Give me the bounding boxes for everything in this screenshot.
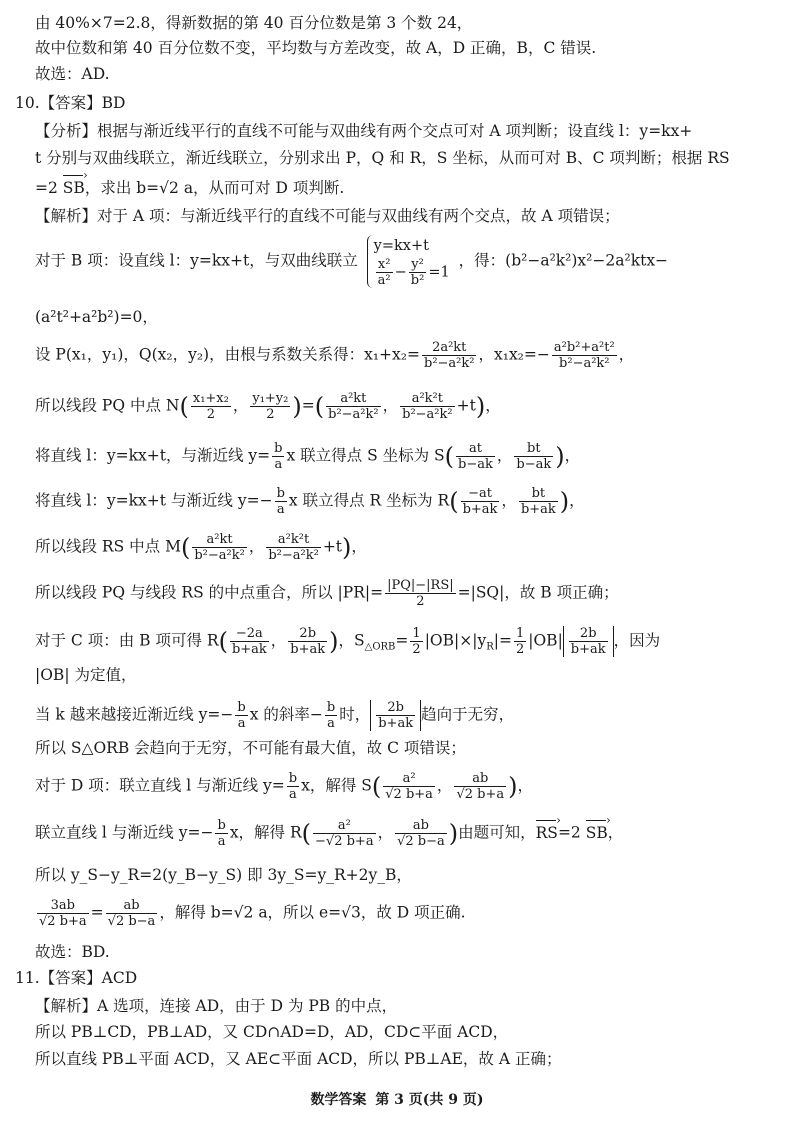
- text-line: 当 k 越来越接近渐近线 y=− $\frac{b}{a}$ x 的斜率− $\frac{b}{a}$ 时， $\frac{2b}{b+ak}$ 趋向于无穷，: [35, 700, 515, 731]
- text-line: 由 40%×7=2.8，得新数据的第 40 百分位数是第 3 个数 24，: [35, 14, 473, 32]
- page-number: 第 3 页(共 9 页): [375, 1092, 484, 1108]
- question-10-answer: 10.【答案】BD: [15, 94, 126, 112]
- text-line: (a²t²+a²b²)=0，: [35, 308, 158, 326]
- text-line: 所以线段 PQ 中点 N( $\frac{\text{x₁+x₂}}{2}$ ， $\frac{\text{y₁+y₂}}{2}$ )=( $\frac{\text{a²kt}}{\text{b²−a²k²}}$ ， $\frac{\text{a²k²t}}{\text{b²−a²k²}}$ +t)，: [35, 391, 501, 422]
- text-line: 将直线 l：y=kx+t，与渐近线 y= $\frac{b}{a}$ x 联立得点 S 坐标为 S( $\frac{at}{b-ak}$ ， $\frac{bt}{b-ak}$ )，: [35, 441, 581, 472]
- text-line: t 分别与双曲线联立，渐近线联立，分别求出 P，Q 和 R，S 坐标，从而可对 B、C 项判断；根据 RS: [35, 149, 730, 167]
- text-line: 对于 D 项：联立直线 l 与渐近线 y= $\frac{b}{a}$ x，解得 S( $\frac{\text{a²}}{√2 b+a}$ ， $\frac{ab}{√2 b+a}$ )，: [35, 771, 533, 802]
- vector-sb: SB ›: [586, 823, 608, 843]
- text-line: 所以 PB⊥CD，PB⊥AD，又 CD∩AD=D，AD，CD⊂平面 ACD，: [35, 1023, 509, 1041]
- text-line: 所以 S△ORB 会趋向于无穷，不可能有最大值，故 C 项错误；: [35, 739, 466, 757]
- text-line: 故选：BD.: [35, 943, 110, 961]
- text-line: |OB| 为定值，: [35, 666, 137, 684]
- text-line: 【分析】根据与渐近线平行的直线不可能与双曲线有两个交点可对 A 项判断；设直线 l：y=kx+: [35, 122, 693, 140]
- text-line: 联立直线 l 与渐近线 y=− $\frac{b}{a}$ x，解得 R( $\frac{\text{a²}}{-√2 b+a}$ ， $\frac{ab}{√2 b-a}$ )由题可知，RS ›=2 SB ›，: [35, 818, 623, 849]
- text-line: 所以线段 PQ 与线段 RS 的中点重合，所以 |PR|= $\frac{|PQ|-|RS|}{2}$ =|SQ|，故 B 项正确；: [35, 578, 619, 609]
- equation-system: y=kx+t $\frac{\text{x²}}{\text{a²}}$ − $\frac{\text{y²}}{\text{b²}}$ =1: [367, 235, 450, 288]
- page-footer: [0, 1089, 794, 1109]
- text-line: 【解析】对于 A 项：与渐近线平行的直线不可能与双曲线有两个交点，故 A 项错误；: [35, 207, 620, 225]
- text-line: 【解析】A 选项，连接 AD，由于 D 为 PB 的中点，: [35, 997, 398, 1015]
- question-11-answer: 11.【答案】ACD: [15, 969, 138, 987]
- text-line: $\frac{3ab}{√2 b+a}$ = $\frac{ab}{√2 b-a}$ ，解得 b=√2 a，所以 e=√3，故 D 项正确.: [39, 898, 466, 929]
- text-line: 所以 y_S−y_R=2(y_B−y_S) 即 3y_S=y_R+2y_B，: [35, 866, 412, 884]
- text-line: 对于 B 项：设直线 l：y=kx+t，与双曲线联立 y=kx+t $\frac{\text{x²}}{\text{a²}}$ − $\frac{\text{y²}}{\text{b²}}$ =1 ，得：(b²−a²k²)x²−2a²ktx−: [35, 235, 668, 288]
- text-line: 故中位数和第 40 百分位数不变，平均数与方差改变，故 A，D 正确，B，C 错误.: [35, 39, 597, 57]
- vector-sb: SB ›: [63, 178, 85, 198]
- text-line: 所以直线 PB⊥平面 ACD，又 AE⊂平面 ACD，所以 PB⊥AE，故 A 正确；: [35, 1050, 562, 1068]
- text-line: 对于 C 项：由 B 项可得 R( $\frac{-2a}{b+ak}$ ， $\frac{2b}{b+ak}$ )，$S_{\triangle ORB}=$ $\frac{1}{2}$ $|OB|\times|y_R|=$ $\frac{1}{2}$ |OB| $\frac{2b}{b+ak}$ ，因为: [35, 626, 661, 657]
- text-line: 所以线段 RS 中点 M( $\frac{\text{a²kt}}{\text{b²−a²k²}}$ ， $\frac{\text{a²k²t}}{\text{b²−a²k²}}$ +t)，: [35, 532, 367, 563]
- text-line: 将直线 l：y=kx+t 与渐近线 y=− $\frac{b}{a}$ x 联立得点 R 坐标为 R( $\frac{-at}{b+ak}$ ， $\frac{bt}{b+ak}$ )，: [35, 486, 585, 517]
- text-line: 设 P(x₁，y₁)，Q(x₂，y₂)，由根与系数关系得：x₁+x₂= $\frac{\text{2a²kt}}{\text{b²−a²k²}}$ ，x₁x₂=− $\frac{\text{a²b²+a²t²}}{\text{b²−a²k²}}$ ，: [35, 340, 635, 371]
- text-line: =2 SB ›，求出 b=√2 a，从而可对 D 项判断.: [35, 178, 344, 198]
- vector-rs: RS ›: [536, 823, 558, 843]
- text-line: 故选：AD.: [35, 65, 110, 83]
- footer-label: 数学答案: [310, 1092, 367, 1108]
